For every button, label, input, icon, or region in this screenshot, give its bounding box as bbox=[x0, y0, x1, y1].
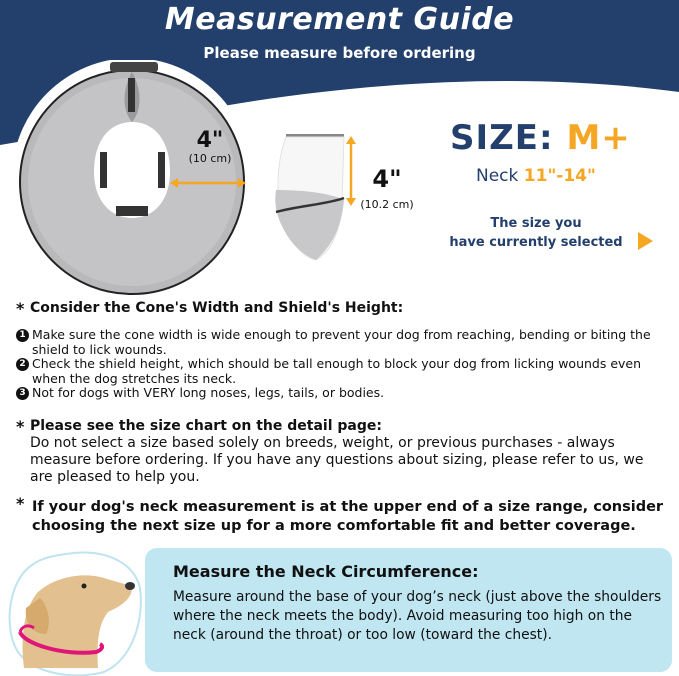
size-label: SIZE: bbox=[450, 118, 554, 158]
star-icon: * bbox=[16, 299, 25, 318]
list-item-text: Make sure the cone width is wide enough to prevent your dog from reaching, bending or biting the shield to lick wounds. bbox=[32, 327, 651, 357]
number-2-icon: 2 bbox=[16, 358, 29, 371]
selected-line-2: have currently selected bbox=[449, 235, 623, 250]
list-item-text: Not for dogs with VERY long noses, legs, tails, or bodies. bbox=[32, 385, 385, 400]
shield-height-value: 4" bbox=[372, 165, 402, 193]
neck-box-text: Measure around the base of your dog’s neck (just above the shoulders where the neck meets the body). Avoid measuring too high on the neck (around the throat) or too low (toward the chest). bbox=[173, 589, 662, 643]
neck-label: Neck bbox=[476, 166, 519, 186]
cone-width-metric: (10 cm) bbox=[188, 152, 232, 165]
dog-neck-measurement-image bbox=[4, 548, 144, 676]
play-triangle-icon bbox=[638, 232, 653, 250]
list-item bbox=[16, 386, 666, 401]
size-heading bbox=[450, 118, 631, 158]
list-item bbox=[16, 328, 666, 357]
selected-line-1: The size you bbox=[490, 216, 582, 231]
list-item bbox=[16, 357, 666, 386]
considerations-heading-row bbox=[16, 300, 666, 317]
selected-size-note bbox=[446, 214, 626, 252]
width-arrow-icon bbox=[170, 176, 246, 190]
upper-end-note bbox=[16, 494, 676, 536]
size-value: M+ bbox=[566, 118, 631, 158]
neck-circumference-box bbox=[145, 548, 672, 672]
shield-image bbox=[268, 134, 353, 264]
number-3-icon: 3 bbox=[16, 387, 29, 400]
considerations-list bbox=[16, 328, 666, 401]
page-title: Measurement Guide bbox=[164, 2, 515, 37]
size-chart-text: Do not select a size based solely on breeds, weight, or previous purchases - always measure before ordering. If you have any questions about sizing, please refer to us, we are pleased to help you. bbox=[30, 435, 644, 485]
considerations-heading: Consider the Cone's Width and Shield's Height: bbox=[30, 300, 404, 316]
cone-width-value: 4" bbox=[196, 128, 224, 153]
shield-height-label bbox=[352, 165, 422, 211]
list-item-text: Check the shield height, which should be tall enough to block your dog from licking wounds even when the dog stretches its neck. bbox=[32, 356, 642, 386]
upper-end-text: If your dog's neck measurement is at the upper end of a size range, consider choosing the next size up for a more comfortable fit and better coverage. bbox=[32, 499, 664, 534]
neck-range bbox=[476, 166, 596, 186]
cone-width-label bbox=[180, 130, 240, 165]
neck-box-title: Measure the Neck Circumference: bbox=[173, 562, 479, 581]
neck-range-value: 11"-14" bbox=[523, 166, 596, 186]
size-chart-note bbox=[16, 418, 656, 486]
shield-height-metric: (10.2 cm) bbox=[360, 198, 414, 211]
star-icon: * bbox=[16, 494, 25, 513]
number-1-icon: 1 bbox=[16, 329, 29, 342]
page-subtitle: Please measure before ordering bbox=[203, 44, 476, 62]
size-chart-heading: Please see the size chart on the detail page: bbox=[30, 418, 382, 434]
star-icon: * bbox=[16, 417, 25, 436]
